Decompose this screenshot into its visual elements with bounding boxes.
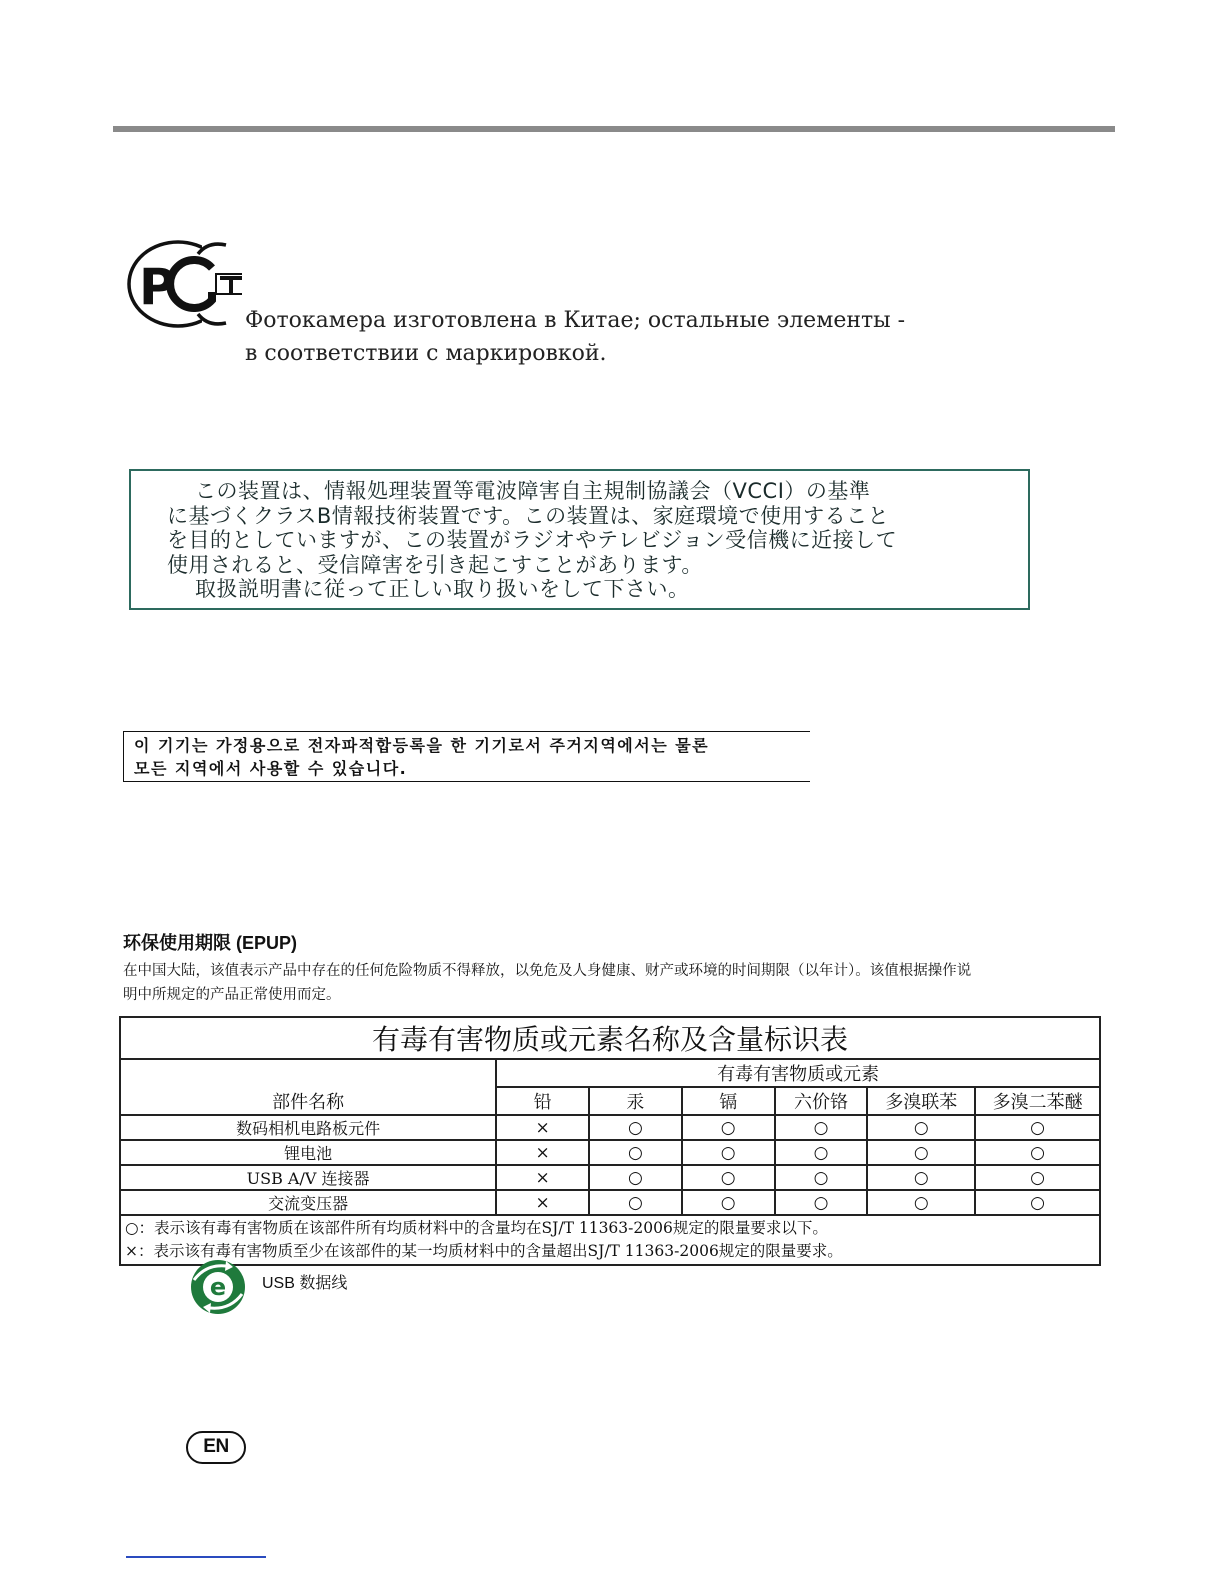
- vcci-line-5: 取扱説明書に従って正しい取り扱いをして下さい。: [195, 577, 690, 601]
- chromium-mark: ○: [775, 1115, 868, 1140]
- russian-line-2: в соответствии с маркировкой.: [245, 341, 607, 366]
- vcci-line-4: 使用されると、受信障害を引き起こすことがあります。: [167, 552, 703, 577]
- table-title: 有毒有害物质或元素名称及含量标识表: [120, 1017, 1100, 1059]
- cadmium-mark: ○: [682, 1190, 775, 1215]
- pbb-mark: ○: [867, 1140, 975, 1165]
- russian-notice: [245, 304, 905, 370]
- table-notes: [120, 1215, 1100, 1265]
- vcci-line-3: を目的としていますが、この装置がラジオやテレビジョン受信機に近接して: [167, 528, 898, 552]
- mercury-mark: ○: [589, 1115, 682, 1140]
- hazardous-substance-table: [119, 1016, 1101, 1266]
- chromium-mark: ○: [775, 1165, 868, 1190]
- korean-notice-box: [123, 731, 810, 782]
- cadmium-mark: ○: [682, 1140, 775, 1165]
- substance-group-header: 有毒有害物质或元素: [496, 1059, 1100, 1087]
- pbb-mark: ○: [867, 1115, 975, 1140]
- table-row: [120, 1115, 1100, 1140]
- pbb-mark: ○: [867, 1190, 975, 1215]
- cadmium-mark: ○: [682, 1115, 775, 1140]
- chromium-mark: ○: [775, 1190, 868, 1215]
- part-name: USB A/V 连接器: [120, 1165, 496, 1190]
- chromium-mark: ○: [775, 1140, 868, 1165]
- epup-description: [123, 959, 1103, 1007]
- mercury-mark: ○: [589, 1165, 682, 1190]
- column-header: 镉: [682, 1087, 775, 1115]
- pbde-mark: ○: [975, 1115, 1100, 1140]
- lead-mark: ×: [496, 1165, 589, 1190]
- svg-text:e: e: [209, 1273, 227, 1301]
- svg-text:P: P: [139, 258, 176, 316]
- part-name: 锂电池: [120, 1140, 496, 1165]
- pct-certification-icon: [126, 238, 242, 330]
- footer-rule: [126, 1556, 266, 1558]
- vcci-notice-text: [167, 479, 1017, 602]
- pbde-mark: ○: [975, 1190, 1100, 1215]
- eco-label-text: USB 数据线: [262, 1275, 348, 1292]
- vcci-line-2: に基づくクラスB情報技術装置です。この装置は、家庭環境で使用すること: [167, 503, 890, 528]
- column-header: 多溴二苯醚: [975, 1087, 1100, 1115]
- pbde-mark: ○: [975, 1140, 1100, 1165]
- lead-mark: ×: [496, 1140, 589, 1165]
- note-circle: ○：表示该有毒有害物质在该部件所有均质材料中的含量均在SJ/T 11363-2006规定的限量要求以下。: [125, 1219, 828, 1237]
- part-name: 数码相机电路板元件: [120, 1115, 496, 1140]
- vcci-line-1: この装置は、情報処理装置等電波障害自主規制協議会（VCCI）の基準: [195, 479, 871, 503]
- eco-recycle-icon: [186, 1258, 250, 1316]
- column-header: 六价铬: [775, 1087, 868, 1115]
- epup-desc-line-2: 明中所规定的产品正常使用而定。: [123, 987, 341, 1003]
- header-rule: [113, 126, 1115, 132]
- part-name-header: 部件名称: [120, 1059, 496, 1115]
- cadmium-mark: ○: [682, 1165, 775, 1190]
- mercury-mark: ○: [589, 1190, 682, 1215]
- korean-notice-text: [134, 734, 709, 780]
- mercury-mark: ○: [589, 1140, 682, 1165]
- column-header: 多溴联苯: [867, 1087, 975, 1115]
- russian-line-1: Фотокамера изготовлена в Китае; остальные элементы -: [245, 308, 906, 333]
- lead-mark: ×: [496, 1115, 589, 1140]
- epup-title: 环保使用期限 (EPUP): [123, 933, 298, 953]
- column-header: 汞: [589, 1087, 682, 1115]
- korean-line-1: 이 기기는 가정용으로 전자파적합등록을 한 기기로서 주거지역에서는 물론: [134, 736, 710, 755]
- language-badge: EN: [186, 1431, 246, 1464]
- vcci-notice-box: [129, 469, 1030, 610]
- korean-line-2: 모든 지역에서 사용할 수 있습니다.: [134, 759, 408, 778]
- column-header: 铅: [496, 1087, 589, 1115]
- epup-desc-line-1: 在中国大陆，该值表示产品中存在的任何危险物质不得释放，以免危及人身健康、财产或环境的时间期限（以年计）。该值根据操作说: [123, 963, 972, 979]
- lead-mark: ×: [496, 1190, 589, 1215]
- note-cross: ×：表示该有毒有害物质至少在该部件的某一均质材料中的含量超出SJ/T 11363-2006规定的限量要求。: [125, 1242, 843, 1260]
- pbde-mark: ○: [975, 1165, 1100, 1190]
- table-row: [120, 1190, 1100, 1215]
- table-row: [120, 1140, 1100, 1165]
- pbb-mark: ○: [867, 1165, 975, 1190]
- table-row: [120, 1165, 1100, 1190]
- part-name: 交流变压器: [120, 1190, 496, 1215]
